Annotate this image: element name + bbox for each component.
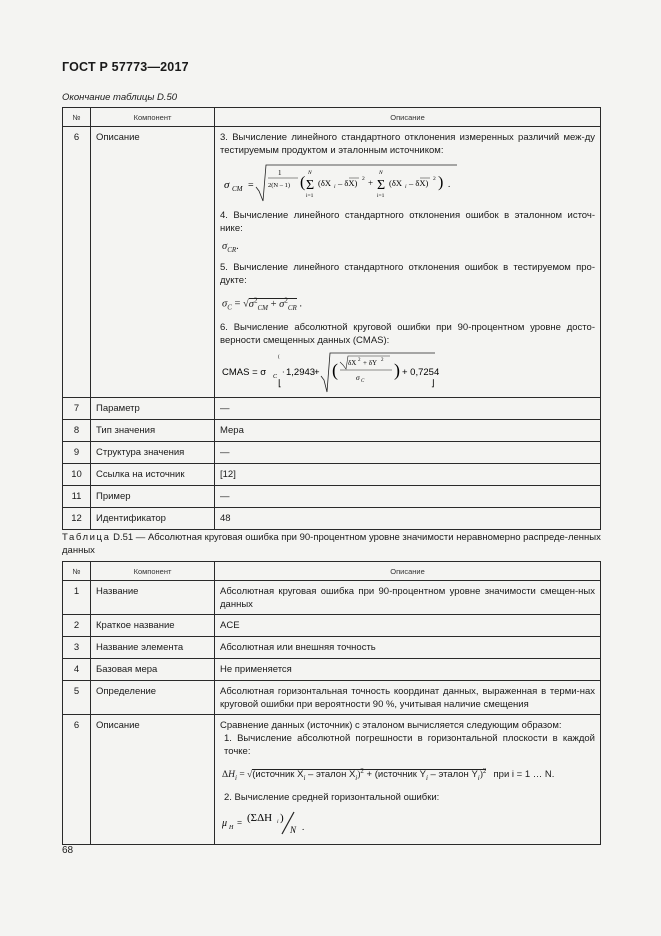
svg-text:(: ( bbox=[332, 359, 338, 380]
row-description: — bbox=[215, 397, 601, 419]
column-header-number: № bbox=[63, 108, 91, 127]
intro-text: Сравнение данных (источник) с эталоном вычисляется следующим образом: bbox=[220, 720, 562, 731]
svg-text:+: + bbox=[368, 178, 374, 188]
svg-text:Σ: Σ bbox=[377, 178, 386, 193]
formula-cmas-k2: + 0,7254 bbox=[402, 366, 440, 378]
row-description: Мера bbox=[215, 419, 601, 441]
svg-text:i=1: i=1 bbox=[377, 193, 385, 199]
table-row bbox=[63, 441, 601, 463]
table-row bbox=[63, 615, 601, 637]
row-component: Название элемента bbox=[91, 637, 215, 659]
formula-sigma-cm-graphic bbox=[222, 161, 462, 205]
svg-text:(δX: (δX bbox=[318, 178, 331, 188]
row-component: Краткое название bbox=[91, 615, 215, 637]
step-3-text: 3. Вычисление линейного стандартного отклонения измеренных различий меж-ду тестируемым продуктом и эталонным источником: bbox=[220, 132, 595, 156]
row-component: Описание bbox=[91, 715, 215, 845]
svg-text:.: . bbox=[448, 179, 451, 189]
row-number: 9 bbox=[63, 441, 91, 463]
svg-text:σ: σ bbox=[224, 179, 230, 191]
column-header-component: Компонент bbox=[91, 108, 215, 127]
formula-sigma-cm bbox=[222, 161, 595, 205]
svg-text:C: C bbox=[361, 378, 365, 384]
svg-text:2: 2 bbox=[381, 357, 384, 363]
step-5-text: 5. Вычисление линейного стандартного отклонения ошибок в тестируемом про-дукте: bbox=[220, 262, 595, 287]
row-component: Название bbox=[91, 581, 215, 615]
table-d51 bbox=[62, 561, 601, 845]
svg-text:⌊: ⌊ bbox=[278, 377, 282, 388]
row-number: 12 bbox=[63, 507, 91, 529]
row-number: 1 bbox=[63, 581, 91, 615]
svg-text:C: C bbox=[273, 373, 278, 380]
formula-part-3: + (источник Y bbox=[363, 769, 426, 781]
row-description: Не применяется bbox=[215, 659, 601, 681]
svg-text:N: N bbox=[308, 170, 312, 176]
table-continuation-caption: Окончание таблицы D.50 bbox=[62, 92, 178, 103]
row-description: — bbox=[215, 485, 601, 507]
row-number: 10 bbox=[63, 463, 91, 485]
row-number: 3 bbox=[63, 637, 91, 659]
page-number: 68 bbox=[62, 845, 74, 856]
step-6-text: 6. Вычисление абсолютной круговой ошибки при 90-процентном уровне досто-верности смещенных данных (CMAS): bbox=[220, 321, 595, 346]
svg-text:(δX: (δX bbox=[389, 178, 402, 188]
row-description: [12] bbox=[215, 463, 601, 485]
step-1-text: 1. Вычисление абсолютной погрешности в горизонтальной плоскости в каждой точке: bbox=[224, 733, 595, 757]
formula-mu-h-graphic bbox=[220, 808, 320, 836]
formula-delta-h: $\Delta H_i$ = √(источник $X_i$ – эталон $X_i)^2$ + (источник $Y_i$ – эталон $Y_i)^2$ при i = 1 … N. bbox=[222, 767, 555, 783]
step-2-text: 2. Вычисление средней горизонтальной ошибки: bbox=[224, 792, 440, 804]
row-component: Параметр bbox=[91, 397, 215, 419]
row-description: 48 bbox=[215, 507, 601, 529]
svg-text:+: + bbox=[314, 366, 320, 378]
step-4-text: 4. Вычисление линейного стандартного отклонения ошибок в эталонном источ-нике: bbox=[220, 210, 595, 234]
svg-text:): ) bbox=[438, 174, 444, 191]
svg-text:=: = bbox=[237, 818, 243, 829]
row-number: 4 bbox=[63, 659, 91, 681]
table-header-row bbox=[63, 108, 601, 127]
row-number: 11 bbox=[63, 485, 91, 507]
table-row bbox=[63, 507, 601, 529]
row-number: 6 bbox=[63, 127, 91, 398]
table-row bbox=[63, 659, 601, 681]
caption-prefix: Таблица bbox=[62, 532, 111, 543]
formula-cmas-graphic bbox=[220, 350, 440, 394]
table-row bbox=[63, 581, 601, 615]
svg-text:): ) bbox=[394, 359, 400, 380]
svg-text:i: i bbox=[405, 184, 407, 190]
formula-cmas-lhs: CMAS = σ bbox=[222, 366, 267, 378]
table-row bbox=[63, 715, 601, 845]
row-component: Структура значения bbox=[91, 441, 215, 463]
column-header-number: № bbox=[63, 562, 91, 581]
row-description: Абсолютная круговая ошибка при 90-процентном уровне значимости смещен-ных данных bbox=[215, 581, 601, 615]
row-number: 7 bbox=[63, 397, 91, 419]
svg-text:H: H bbox=[229, 825, 234, 832]
row-description: Абсолютная горизонтальная точность координат данных, выраженная в терми-нах круговой ошибки при вероятности 90 %, учитывая наличие смещения bbox=[215, 681, 601, 715]
svg-text:Σ: Σ bbox=[306, 178, 315, 193]
svg-text:δX: δX bbox=[348, 358, 357, 367]
svg-text:i: i bbox=[277, 819, 279, 826]
formula-mu-h bbox=[220, 808, 595, 836]
column-header-component: Компонент bbox=[91, 562, 215, 581]
row-component: Пример bbox=[91, 485, 215, 507]
formula-cmas bbox=[220, 350, 595, 394]
svg-text:N: N bbox=[290, 825, 297, 836]
formula-condition: при i = 1 … N. bbox=[493, 769, 555, 781]
svg-text:=: = bbox=[248, 180, 254, 191]
table-header-row bbox=[63, 562, 601, 581]
formula-part-1: (источник X bbox=[252, 769, 304, 781]
formula-part-4: – эталон Y bbox=[427, 769, 478, 781]
svg-text:⌋: ⌋ bbox=[431, 377, 435, 388]
formula-sigma-cr: $\sigma_{CR}$. bbox=[222, 241, 239, 255]
table-d51-caption bbox=[62, 531, 602, 557]
row-component: Ссылка на источник bbox=[91, 463, 215, 485]
row-description: ACE bbox=[215, 615, 601, 637]
row-description: — bbox=[215, 441, 601, 463]
table-row bbox=[63, 419, 601, 441]
row-component: Тип значения bbox=[91, 419, 215, 441]
table-row bbox=[63, 463, 601, 485]
caption-text: D.51 — Абсолютная круговая ошибка при 90-процентном уровне значимости неравномерно распреде-ленных данных bbox=[62, 532, 601, 556]
svg-text:– δX): – δX) bbox=[409, 178, 429, 188]
svg-text:2(N – 1): 2(N – 1) bbox=[268, 182, 291, 189]
row-component: Описание bbox=[91, 127, 215, 398]
svg-text:+ δY: + δY bbox=[363, 358, 378, 367]
svg-text:– δX): – δX) bbox=[338, 178, 358, 188]
row-component: Определение bbox=[91, 681, 215, 715]
svg-text:1: 1 bbox=[278, 169, 282, 177]
svg-text:2: 2 bbox=[358, 357, 361, 363]
svg-text:i=1: i=1 bbox=[306, 193, 314, 199]
svg-text:i: i bbox=[334, 184, 336, 190]
document-title: ГОСТ Р 57773—2017 bbox=[62, 60, 189, 74]
table-row bbox=[63, 681, 601, 715]
row-component: Базовая мера bbox=[91, 659, 215, 681]
table-row bbox=[63, 485, 601, 507]
column-header-description: Описание bbox=[215, 108, 601, 127]
svg-text:2: 2 bbox=[362, 176, 365, 182]
row-number: 5 bbox=[63, 681, 91, 715]
table-row bbox=[63, 637, 601, 659]
row-description bbox=[215, 127, 601, 398]
svg-text:σ: σ bbox=[356, 372, 360, 382]
formula-cmas-k1: 1,2943 bbox=[286, 366, 316, 378]
row-number: 2 bbox=[63, 615, 91, 637]
row-description: Абсолютная или внешняя точность bbox=[215, 637, 601, 659]
table-row bbox=[63, 127, 601, 398]
column-header-description: Описание bbox=[215, 562, 601, 581]
svg-text:(ΣΔH: (ΣΔH bbox=[247, 812, 273, 825]
table-row bbox=[63, 397, 601, 419]
svg-text:N: N bbox=[379, 170, 383, 176]
row-component: Идентификатор bbox=[91, 507, 215, 529]
svg-text:CM: CM bbox=[232, 185, 243, 193]
svg-text:(: ( bbox=[300, 174, 306, 191]
formula-part-2: – эталон X bbox=[305, 769, 356, 781]
row-number: 6 bbox=[63, 715, 91, 845]
svg-text:2: 2 bbox=[433, 176, 436, 182]
svg-text:μ: μ bbox=[222, 818, 228, 830]
svg-text:.: . bbox=[302, 822, 305, 833]
svg-text:·: · bbox=[282, 367, 285, 377]
table-d50-end bbox=[62, 107, 601, 530]
row-description bbox=[215, 715, 601, 845]
svg-text:): ) bbox=[280, 812, 284, 825]
svg-text:(: ( bbox=[278, 354, 280, 360]
row-number: 8 bbox=[63, 419, 91, 441]
formula-sigma-c: $\sigma_C = √\sigma^2_{CM} + \sigma^2_{CR}$ . bbox=[222, 296, 303, 312]
